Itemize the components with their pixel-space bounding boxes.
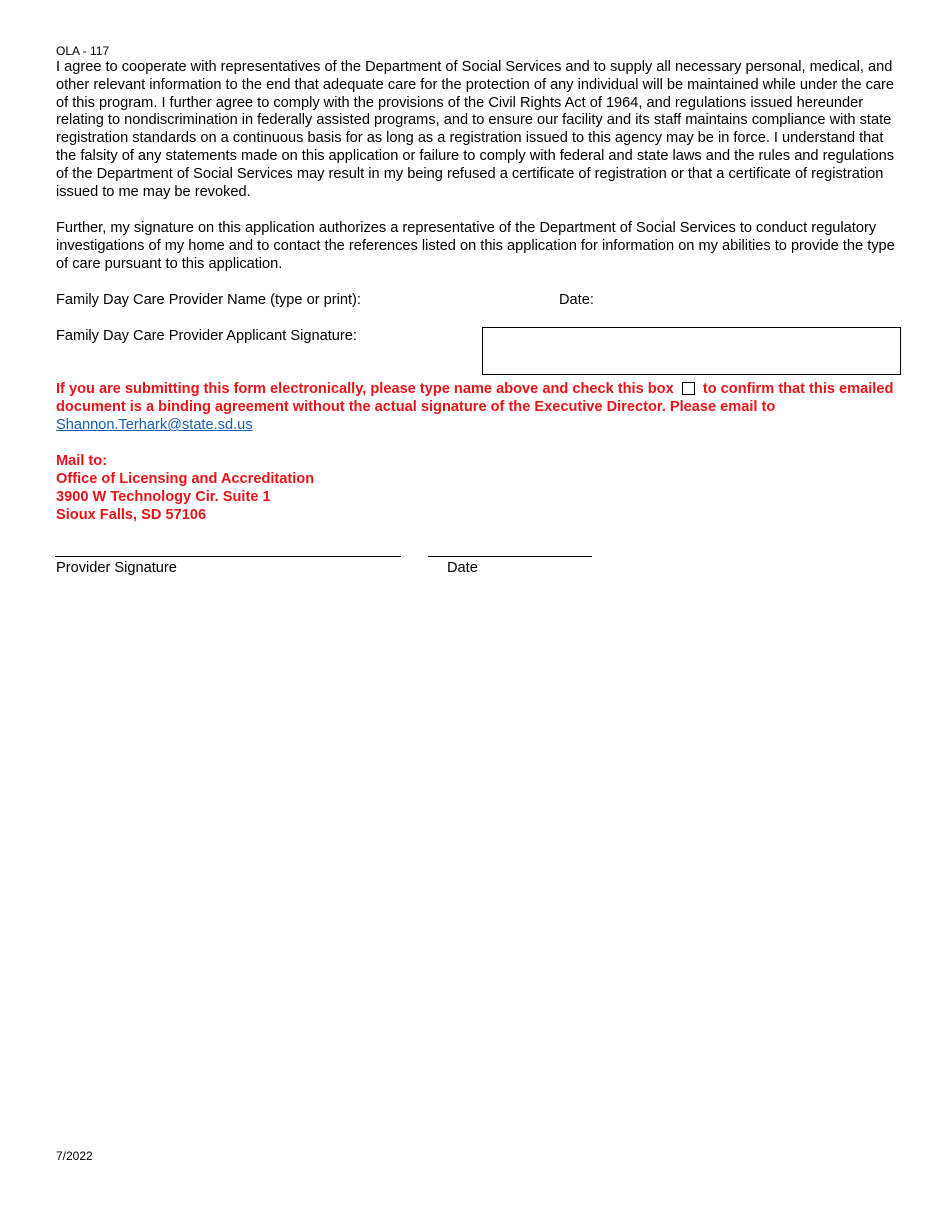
- authorization-paragraph: Further, my signature on this application authorizes a representative of the Department of Social Services to conduct regulatory investigations of my home and to contact the references listed on this application for information on my abilities to provide the type of care pursuant to this application.: [56, 220, 895, 272]
- mail-line-street: 3900 W Technology Cir. Suite 1: [56, 489, 271, 505]
- date-signature-line[interactable]: [428, 556, 592, 557]
- agreement-paragraph: I agree to cooperate with representatives of the Department of Social Services and to supply all necessary personal, medical, and other relevant information to the end that adequate care for the protection of any individual will be maintained while under the care of this program. I further agree to comply with the provisions of the Civil Rights Act of 1964, and regulations issued hereunder relating to nondiscrimination in federally assisted programs, and to ensure our facility and its staff maintains compliance with state registration standards on a continuous basis for as long as a registration issued to this agency may be in force. I understand that the falsity of any statements made on this application or failure to comply with federal and state laws and the rules and regulations of the Department of Social Services may result in my being refused a certificate of registration or that a certificate of registration issued to me may be revoked.: [56, 59, 895, 200]
- signature-label: Family Day Care Provider Applicant Signature:: [56, 328, 357, 344]
- revision-date: 7/2022: [56, 1149, 93, 1163]
- notice-text-before: If you are submitting this form electronically, please type name above and check this box: [56, 381, 674, 397]
- provider-signature-line[interactable]: [55, 556, 401, 557]
- signature-field[interactable]: [482, 327, 901, 375]
- mail-line-city: Sioux Falls, SD 57106: [56, 507, 207, 523]
- email-link[interactable]: Shannon.Terhark@state.sd.us: [56, 417, 253, 433]
- electronic-submission-notice: [56, 380, 916, 434]
- confirm-checkbox[interactable]: [682, 382, 695, 395]
- mail-address-block: [56, 452, 314, 524]
- notice-text-after: to confirm that this emailed document is a binding agreement without the actual signature of the Executive Director. Please email to: [56, 381, 894, 415]
- provider-signature-label: Provider Signature: [56, 560, 177, 576]
- mail-line-office: Office of Licensing and Accreditation: [56, 471, 315, 487]
- provider-name-label: Family Day Care Provider Name (type or print):: [56, 292, 361, 308]
- date-label: Date:: [559, 292, 594, 308]
- form-id: OLA - 117: [56, 44, 110, 58]
- date-signature-label: Date: [447, 560, 478, 576]
- mail-heading: Mail to:: [56, 453, 108, 469]
